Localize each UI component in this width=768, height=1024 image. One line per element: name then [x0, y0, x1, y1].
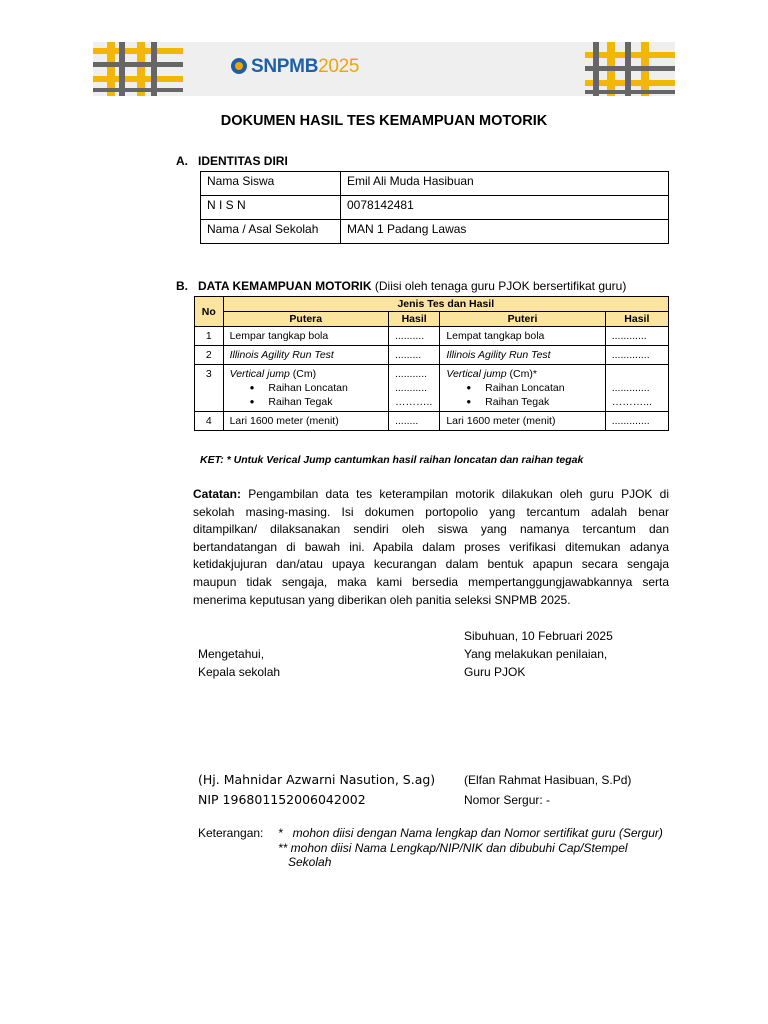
tut-wuri-logo-icon	[231, 58, 247, 74]
row-label: Nama Siswa	[201, 172, 341, 196]
putera-result	[388, 365, 439, 412]
puteri-test: Lari 1600 meter (menit)	[440, 412, 605, 431]
table-row	[195, 365, 669, 412]
putera-test: Illinois Agility Run Test	[229, 349, 334, 361]
puteri-result: .............	[605, 346, 668, 365]
place-date: Sibuhuan, 10 Februari 2025	[464, 629, 613, 643]
right-signer-line2: Guru PJOK	[464, 665, 526, 679]
right-signer-line1: Yang melakukan penilaian,	[464, 647, 608, 661]
left-signer-block	[198, 770, 435, 810]
col-puteri-header: Puteri	[440, 312, 605, 327]
left-signer-name: (Hj. Mahnidar Azwarni Nasution, S.ag)	[198, 772, 436, 787]
row-label: Nama / Asal Sekolah	[201, 220, 341, 244]
identity-table	[200, 171, 669, 244]
putera-result: ..........	[388, 327, 439, 346]
table-row	[201, 196, 669, 220]
sub-item-tegak: ● Raihan Tegak	[446, 395, 598, 409]
result-tegak: ………..	[394, 396, 433, 408]
logo-text: SNPMB	[251, 56, 319, 77]
section-a-title: A. IDENTITAS DIRI	[176, 154, 288, 168]
col-putera-header: Putera	[223, 312, 388, 327]
sub-item-tegak: ● Raihan Tegak	[230, 395, 382, 409]
section-b-title: B. DATA KEMAMPUAN MOTORIK	[176, 279, 372, 293]
col-no-header: No	[195, 297, 224, 327]
header-banner	[93, 42, 675, 96]
left-decoration-pattern	[93, 42, 183, 96]
catatan-label: Catatan:	[193, 487, 242, 501]
snpmb-logo	[231, 56, 359, 78]
putera-test-name: Vertical jump	[229, 368, 290, 380]
table-row	[201, 220, 669, 244]
table-row	[201, 172, 669, 196]
section-b-note: (Diisi oleh tenaga guru PJOK bersertifikat guru)	[374, 279, 627, 293]
sub-item-loncatan: ● Raihan Loncatan	[230, 381, 382, 395]
left-signer-line2: Kepala sekolah	[198, 665, 281, 679]
putera-result: .........	[388, 346, 439, 365]
row-value: MAN 1 Padang Lawas	[341, 220, 669, 244]
keterangan-note-2: ** mohon diisi Nama Lengkap/NIP/NIK dan dibubuhi Cap/Stempel	[278, 840, 628, 855]
result-tegak: ………...	[611, 396, 652, 408]
catatan-text: Pengambilan data tes keterampilan motorik dilakukan oleh guru PJOK di sekolah masing-masing. Isi dokumen portopolio yang tercantum adalah benar ditampilkan/ dilaksanakan sendiri oleh siswa yang namanya tercantum dan bertandatangan di bawah ini. Apabila dalam proses verifikasi ditemukan adanya ketidakjujuran dan/atau upaya kecurangan dalam bentuk apapun secara sengaja maupun tidak sengaja, maka kami bersedia mempertanggungjawabkannya serta menerima keputusan yang diberikan oleh panitia seleksi SNPMB 2025.	[193, 487, 669, 607]
putera-test	[223, 365, 388, 412]
row-value: Emil Ali Muda Hasibuan	[341, 172, 669, 196]
right-signer-block	[464, 770, 631, 810]
right-signer-name: (Elfan Rahmat Hasibuan, S.Pd)	[464, 773, 632, 787]
puteri-test: Illinois Agility Run Test	[446, 349, 551, 361]
row-no: 3	[195, 365, 224, 412]
col-hasil-puteri-header: Hasil	[605, 312, 668, 327]
col-group-header: Jenis Tes dan Hasil	[223, 297, 668, 312]
puteri-result: ............	[605, 327, 668, 346]
putera-result: ........	[388, 412, 439, 431]
ket-note: KET: * Untuk Verical Jump cantumkan hasil raihan loncatan dan raihan tegak	[200, 454, 584, 466]
puteri-test-unit: (Cm)*	[506, 368, 537, 380]
section-a-heading	[176, 154, 288, 168]
table-row	[195, 327, 669, 346]
left-signer-line1: Mengetahui,	[198, 647, 265, 661]
section-b-heading	[176, 279, 626, 293]
document-title: DOKUMEN HASIL TES KEMAMPUAN MOTORIK	[220, 113, 548, 129]
right-decoration-pattern	[585, 42, 675, 96]
result-main: ...........	[394, 368, 428, 380]
logo-year: 2025	[318, 56, 360, 77]
table-row	[195, 346, 669, 365]
puteri-test-name: Vertical jump	[446, 368, 507, 380]
row-no: 1	[195, 327, 224, 346]
puteri-test	[440, 365, 605, 412]
puteri-result: .............	[605, 412, 668, 431]
result-loncatan: ...........	[394, 382, 428, 394]
row-no: 4	[195, 412, 224, 431]
keterangan-notes	[278, 826, 678, 870]
keterangan-label: Keterangan:	[198, 826, 264, 840]
keterangan-note-2-cont: Sekolah	[288, 855, 332, 869]
puteri-test: Lempat tangkap bola	[440, 327, 605, 346]
putera-test: Lari 1600 meter (menit)	[223, 412, 388, 431]
putera-test-unit: (Cm)	[289, 368, 317, 380]
right-signer-sergur: Nomor Sergur: -	[464, 793, 551, 807]
row-label: N I S N	[201, 196, 341, 220]
row-value: 0078142481	[341, 196, 669, 220]
row-no: 2	[195, 346, 224, 365]
keterangan-note-1: * mohon diisi dengan Nama lengkap dan Nomor sertifikat guru (Sergur)	[278, 826, 663, 840]
result-main-empty	[612, 367, 662, 381]
motor-test-table	[194, 296, 669, 431]
result-loncatan: .............	[611, 382, 650, 394]
catatan-paragraph	[193, 486, 669, 609]
table-row	[195, 412, 669, 431]
putera-test: Lempar tangkap bola	[223, 327, 388, 346]
col-hasil-putera-header: Hasil	[388, 312, 439, 327]
sub-item-loncatan: ● Raihan Loncatan	[446, 381, 598, 395]
left-signer-nip: NIP 196801152006042002	[198, 792, 366, 807]
puteri-result	[605, 365, 668, 412]
keterangan-block	[198, 826, 663, 869]
